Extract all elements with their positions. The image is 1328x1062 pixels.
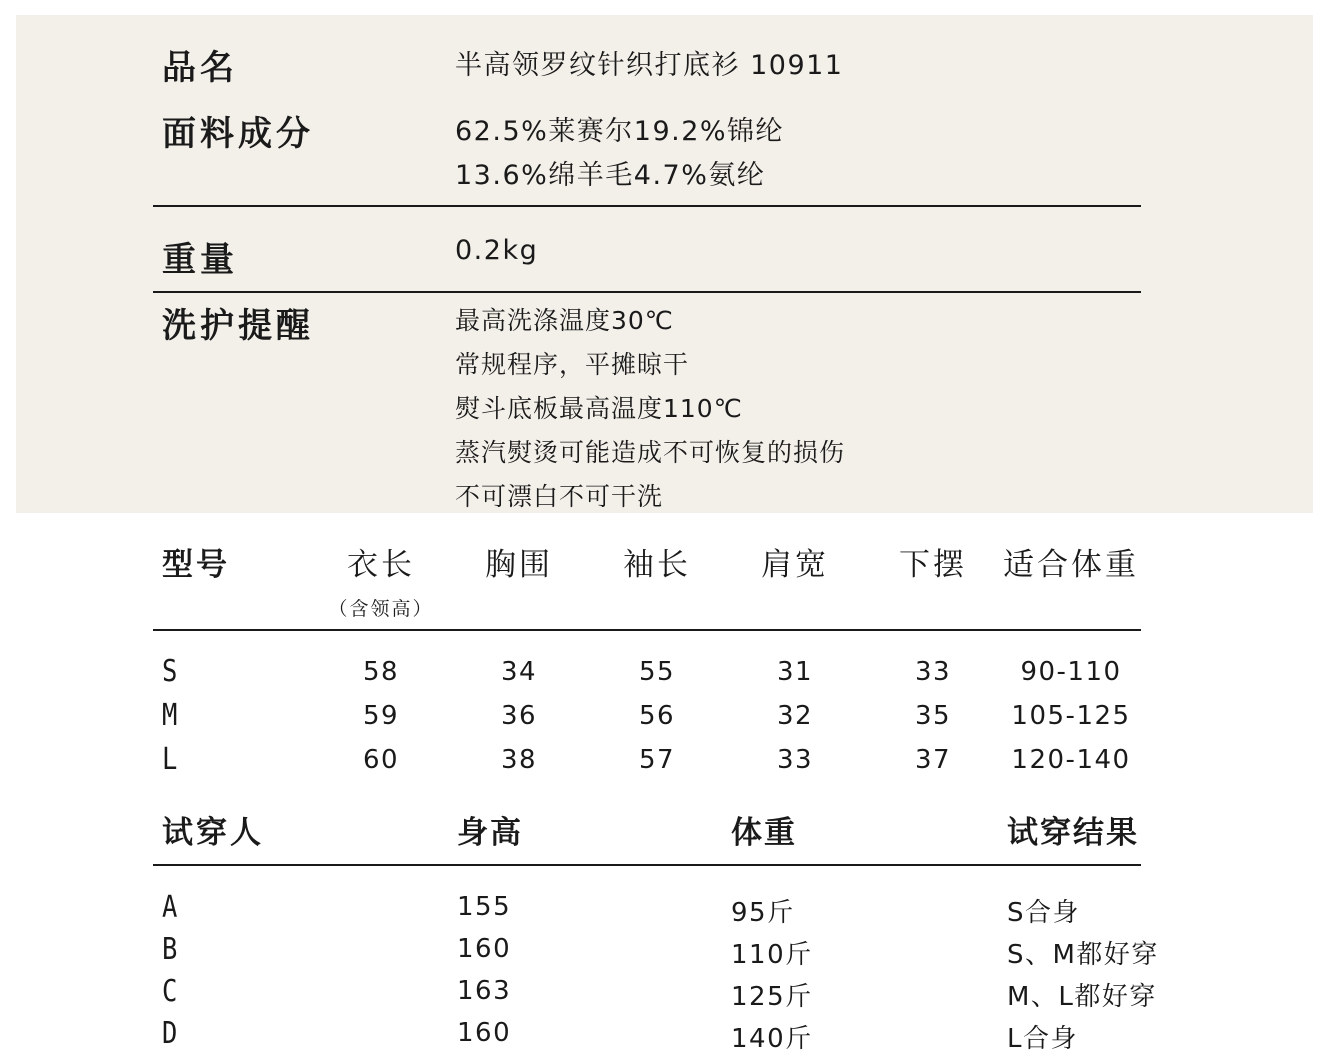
care-label: 洗护提醒 xyxy=(162,306,314,346)
size-cell: 55 xyxy=(638,657,676,687)
size-header-chest: 胸围 xyxy=(485,547,553,583)
size-subheader-length-note: （含领高） xyxy=(328,598,434,620)
fabric-line-1: 62.5%莱赛尔19.2%锦纶 xyxy=(455,116,785,147)
divider xyxy=(153,205,1141,207)
size-cell: 59 xyxy=(362,701,400,731)
size-cell: 34 xyxy=(500,657,538,687)
size-cell: 105-125 xyxy=(1011,701,1131,731)
size-cell: 60 xyxy=(362,745,400,775)
size-header-weight: 适合体重 xyxy=(1003,547,1139,583)
size-row-label: S xyxy=(162,654,178,689)
fit-row-label: B xyxy=(162,932,178,967)
fit-row-label: A xyxy=(162,890,178,925)
size-cell: 33 xyxy=(776,745,814,775)
fit-cell: M、L都好穿 xyxy=(1007,982,1157,1012)
size-cell: 58 xyxy=(362,657,400,687)
fabric-line-2: 13.6%绵羊毛4.7%氨纶 xyxy=(455,160,766,191)
size-cell: 33 xyxy=(914,657,952,687)
size-header-model: 型号 xyxy=(162,547,230,583)
fit-cell: 160 xyxy=(457,1018,512,1048)
fit-header-height: 身高 xyxy=(457,815,523,851)
care-line-4: 蒸汽熨烫可能造成不可恢复的损伤 xyxy=(455,438,846,467)
size-row-label: M xyxy=(162,698,178,733)
fit-header-result: 试穿结果 xyxy=(1007,815,1139,851)
care-line-2: 常规程序，平摊晾干 xyxy=(455,350,690,379)
fit-cell: S合身 xyxy=(1007,898,1081,928)
size-cell: 57 xyxy=(638,745,676,775)
fit-cell: 125斤 xyxy=(731,982,813,1012)
fit-row-label: D xyxy=(162,1016,178,1051)
product-name-label: 品名 xyxy=(162,48,238,88)
divider xyxy=(153,864,1141,866)
care-line-5: 不可漂白不可干洗 xyxy=(455,482,664,511)
size-cell: 38 xyxy=(500,745,538,775)
fit-cell: 95斤 xyxy=(731,898,795,928)
divider xyxy=(153,291,1141,293)
weight-value: 0.2kg xyxy=(455,235,539,266)
divider xyxy=(153,629,1141,631)
size-cell: 90-110 xyxy=(1020,657,1122,687)
size-header-sleeve: 袖长 xyxy=(623,547,691,583)
size-cell: 56 xyxy=(638,701,676,731)
fit-cell: S、M都好穿 xyxy=(1007,940,1159,970)
fit-cell: 160 xyxy=(457,934,512,964)
size-cell: 36 xyxy=(500,701,538,731)
size-header-shoulder: 肩宽 xyxy=(761,547,829,583)
product-name-value: 半高领罗纹针织打底衫 10911 xyxy=(455,50,844,81)
size-row-label: L xyxy=(162,742,178,777)
fit-cell: 110斤 xyxy=(731,940,813,970)
size-header-length: 衣长 xyxy=(347,547,415,583)
fit-cell: 140斤 xyxy=(731,1024,813,1054)
fit-cell: 163 xyxy=(457,976,512,1006)
size-cell: 120-140 xyxy=(1011,745,1131,775)
fit-header-person: 试穿人 xyxy=(162,815,264,851)
fit-row-label: C xyxy=(162,974,178,1009)
size-header-hem: 下摆 xyxy=(899,547,967,583)
fabric-label: 面料成分 xyxy=(162,114,314,154)
fit-header-weight: 体重 xyxy=(731,815,797,851)
size-cell: 31 xyxy=(776,657,814,687)
care-line-3: 熨斗底板最高温度110℃ xyxy=(455,394,743,423)
weight-label: 重量 xyxy=(162,240,238,280)
care-line-1: 最高洗涤温度30℃ xyxy=(455,306,674,335)
fit-cell: 155 xyxy=(457,892,512,922)
size-cell: 35 xyxy=(914,701,952,731)
size-cell: 37 xyxy=(914,745,952,775)
fit-cell: L合身 xyxy=(1007,1024,1078,1054)
size-cell: 32 xyxy=(776,701,814,731)
